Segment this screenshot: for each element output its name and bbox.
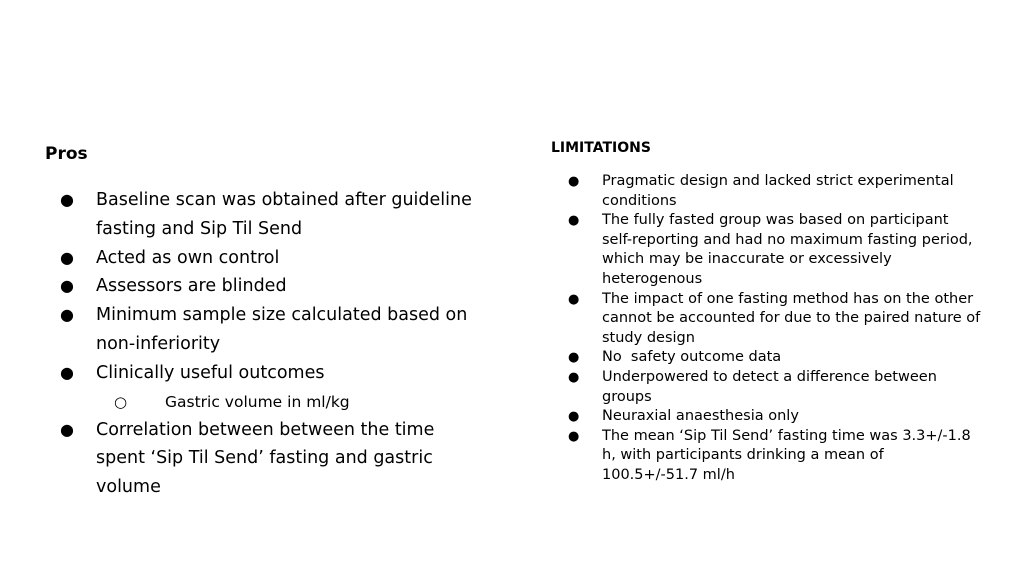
pros-item — [60, 416, 480, 502]
limitations-item — [568, 211, 983, 289]
pros-item — [60, 244, 480, 273]
pros-item — [60, 272, 480, 301]
pros-list — [60, 186, 480, 502]
pros-title: Pros — [45, 144, 88, 164]
limitations-item-text: The impact of one fasting method has on the other cannot be accounted for due to the paired nature of study design — [602, 290, 981, 346]
bullet-icon: ● — [60, 305, 74, 325]
pros-item-text: Assessors are blinded — [96, 276, 287, 297]
limitations-item — [568, 368, 983, 407]
bullet-icon: ● — [60, 419, 74, 439]
bullet-icon: ● — [60, 247, 74, 267]
pros-item-text: Acted as own control — [96, 247, 280, 268]
pros-sub-item — [114, 388, 480, 416]
pros-item-text: Clinically useful outcomes — [96, 362, 325, 383]
limitations-item — [568, 290, 983, 349]
bullet-icon: ● — [568, 350, 580, 366]
bullet-icon: ● — [568, 174, 580, 189]
limitations-item-text: Neuraxial anaesthesia only — [602, 408, 799, 425]
limitations-list — [568, 172, 983, 486]
limitations-item-text: Pragmatic design and lacked strict experimental conditions — [602, 173, 954, 209]
limitations-title: LIMITATIONS — [551, 140, 651, 156]
limitations-item-text: The fully fasted group was based on participant self-reporting and had no maximum fasting period, which may be inaccurate or excessively heterogenous — [602, 212, 973, 287]
limitations-item-text: The mean ‘Sip Til Send’ fasting time was 3.3+/-1.8 h, with participants drinking a mean of 100.5+/-51.7 ml/h — [602, 427, 971, 483]
limitations-item-text: Underpowered to detect a difference between groups — [602, 368, 937, 405]
limitations-item — [568, 348, 983, 368]
bullet-icon: ● — [60, 362, 74, 382]
limitations-item — [568, 407, 983, 427]
pros-item-text: Baseline scan was obtained after guideline fasting and Sip Til Send — [96, 190, 472, 239]
limitations-item — [568, 172, 983, 211]
limitations-item-text: No safety outcome data — [602, 349, 782, 366]
bullet-icon: ● — [568, 369, 580, 385]
bullet-icon: ● — [60, 190, 74, 209]
pros-item-text: Correlation between between the time spent ‘Sip Til Send’ fasting and gastric volume — [96, 419, 435, 498]
pros-sub-list — [96, 388, 480, 416]
pros-item — [60, 301, 480, 359]
bullet-icon: ● — [568, 291, 580, 307]
limitations-item — [568, 427, 983, 486]
pros-item — [60, 186, 480, 244]
bullet-icon: ● — [568, 213, 580, 229]
bullet-icon: ● — [60, 276, 74, 296]
bullet-icon: ● — [568, 428, 580, 444]
pros-item — [60, 359, 480, 416]
pros-item-text: Minimum sample size calculated based on non-inferiority — [96, 305, 468, 354]
pros-sub-item-text: Gastric volume in ml/kg — [165, 392, 350, 411]
hollow-bullet-icon: ○ — [114, 392, 128, 411]
bullet-icon: ● — [568, 409, 580, 425]
